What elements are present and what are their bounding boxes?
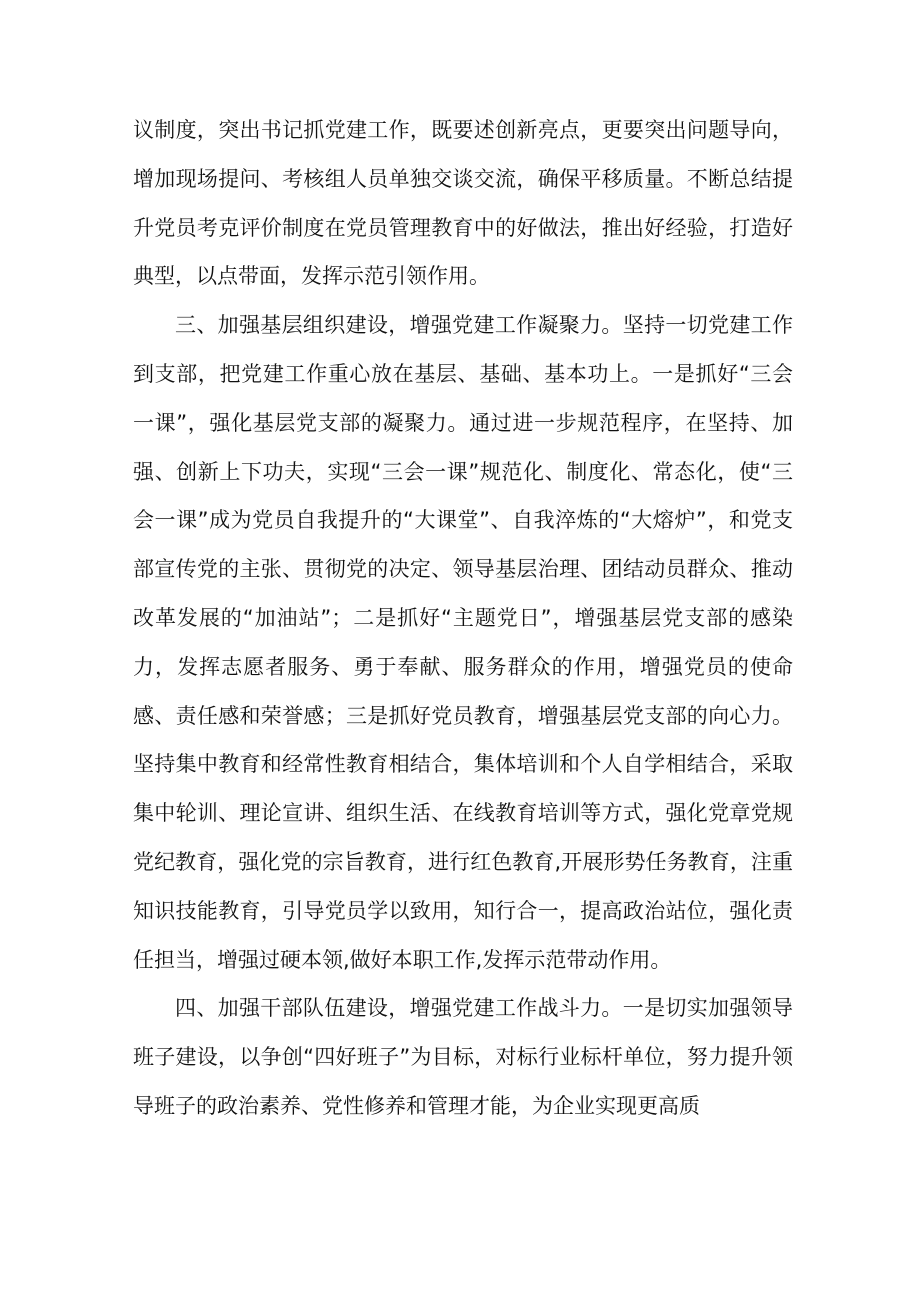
paragraph-section-three: 三、加强基层组织建设，增强党建工作凝聚力。坚持一切党建工作到支部，把党建工作重心放在基层、基础、基本功上。一是抓好“三会一课”，强化基层党支部的凝聚力。通过进一步规范程序，在坚持、加强、创新上下功夫，实现“三会一课”规范化、制度化、常态化，使“三会一课”成为党员自我提升的“大课堂”、自我淬炼的“大熔炉”，和党支部宣传党的主张、贯彻党的决定、领导基层治理、团结动员群众、推动改革发展的“加油站”；二是抓好“主题党日”，增强基层党支部的感染力，发挥志愿者服务、勇于奉献、服务群众的作用，增强党员的使命感、责任感和荣誉感；三是抓好党员教育，增强基层党支部的向心力。坚持集中教育和经常性教育相结合，集体培训和个人自学相结合，采取集中轮训、理论宣讲、组织生活、在线教育培训等方式，强化党章党规党纪教育，强化党的宗旨教育，进行红色教育,开展形势任务教育，注重知识技能教育，引导党员学以致用，知行合一，提高政治站位，强化责任担当，增强过硬本领,做好本职工作,发挥示范带动作用。 [133, 313, 793, 972]
document-body [133, 106, 793, 1131]
paragraph-section-four: 四、加强干部队伍建设，增强党建工作战斗力。一是切实加强领导班子建设，以争创“四好班子”为目标，对标行业标杆单位，努力提升领导班子的政治素养、党性修养和管理才能，为企业实现更高质 [133, 996, 793, 1118]
paragraph-continuation: 议制度，突出书记抓党建工作，既要述创新亮点，更要突出问题导向，增加现场提问、考核组人员单独交谈交流，确保平移质量。不断总结提升党员考克评价制度在党员管理教育中的好做法，推出好经验，打造好典型，以点带面，发挥示范引领作用。 [133, 118, 793, 289]
